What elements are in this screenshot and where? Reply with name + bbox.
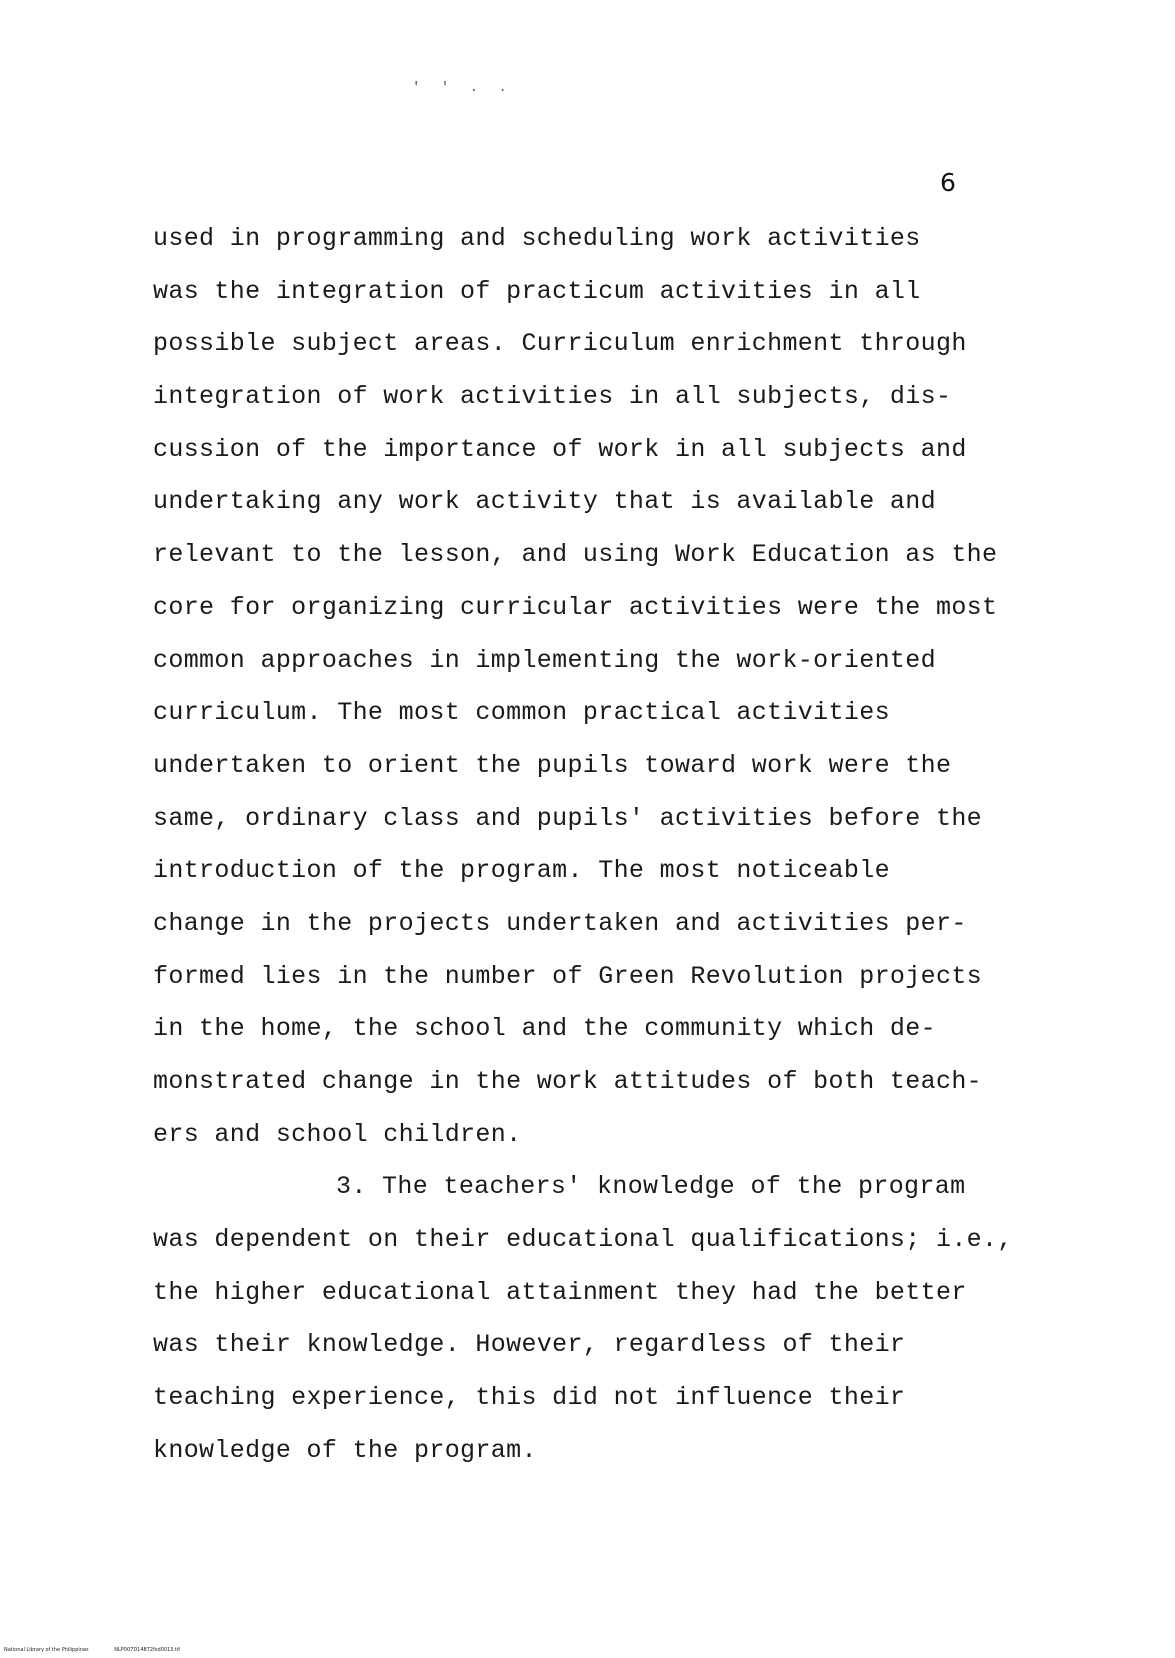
text-line: introduction of the program. The most noticeable — [153, 856, 890, 886]
text-line: undertaken to orient the pupils toward work were the — [153, 750, 952, 780]
paragraph-2-line: was dependent on their educational qualifications; i.e., — [153, 1225, 1013, 1255]
text-line: was the integration of practicum activities in all — [153, 276, 921, 306]
text-line: in the home, the school and the community which de- — [153, 1014, 936, 1044]
text-line: formed lies in the number of Green Revolution projects — [153, 961, 983, 991]
scan-footer — [4, 1647, 204, 1653]
text-line: cussion of the importance of work in all subjects and — [153, 434, 967, 464]
paragraph-2-line: 3. The teachers' knowledge of the program — [336, 1172, 966, 1202]
paragraph-2-line: knowledge of the program. — [153, 1435, 537, 1465]
text-line: curriculum. The most common practical activities — [153, 698, 890, 728]
text-line: relevant to the lesson, and using Work Education as the — [153, 540, 998, 570]
paragraph-2-line: teaching experience, this did not influence their — [153, 1383, 906, 1413]
text-line: ers and school children. — [153, 1119, 522, 1149]
page-number: 6 — [940, 168, 956, 197]
text-line: monstrated change in the work attitudes of both teach- — [153, 1067, 983, 1096]
text-line: possible subject areas. Curriculum enrichment through — [153, 329, 967, 359]
paragraph-2-line: was their knowledge. However, regardless of their — [153, 1330, 906, 1360]
scan-marks: ' ' . . — [412, 80, 513, 96]
footer-file: NLP007D14872fsd0013.tif — [114, 1647, 181, 1653]
text-line: common approaches in implementing the work-oriented — [153, 645, 936, 675]
footer-library: National Library of the Philippines — [4, 1647, 89, 1653]
text-line: change in the projects undertaken and activities per- — [153, 908, 967, 938]
text-line: undertaking any work activity that is available and — [153, 487, 936, 517]
text-line: same, ordinary class and pupils' activities before the — [153, 803, 983, 833]
text-line: core for organizing curricular activities were the most — [153, 592, 998, 622]
text-line: used in programming and scheduling work activities — [153, 224, 921, 253]
text-line: integration of work activities in all subjects, dis- — [153, 382, 952, 412]
body-text — [153, 213, 1053, 1478]
paragraph-2-line: the higher educational attainment they had the better — [153, 1277, 967, 1307]
